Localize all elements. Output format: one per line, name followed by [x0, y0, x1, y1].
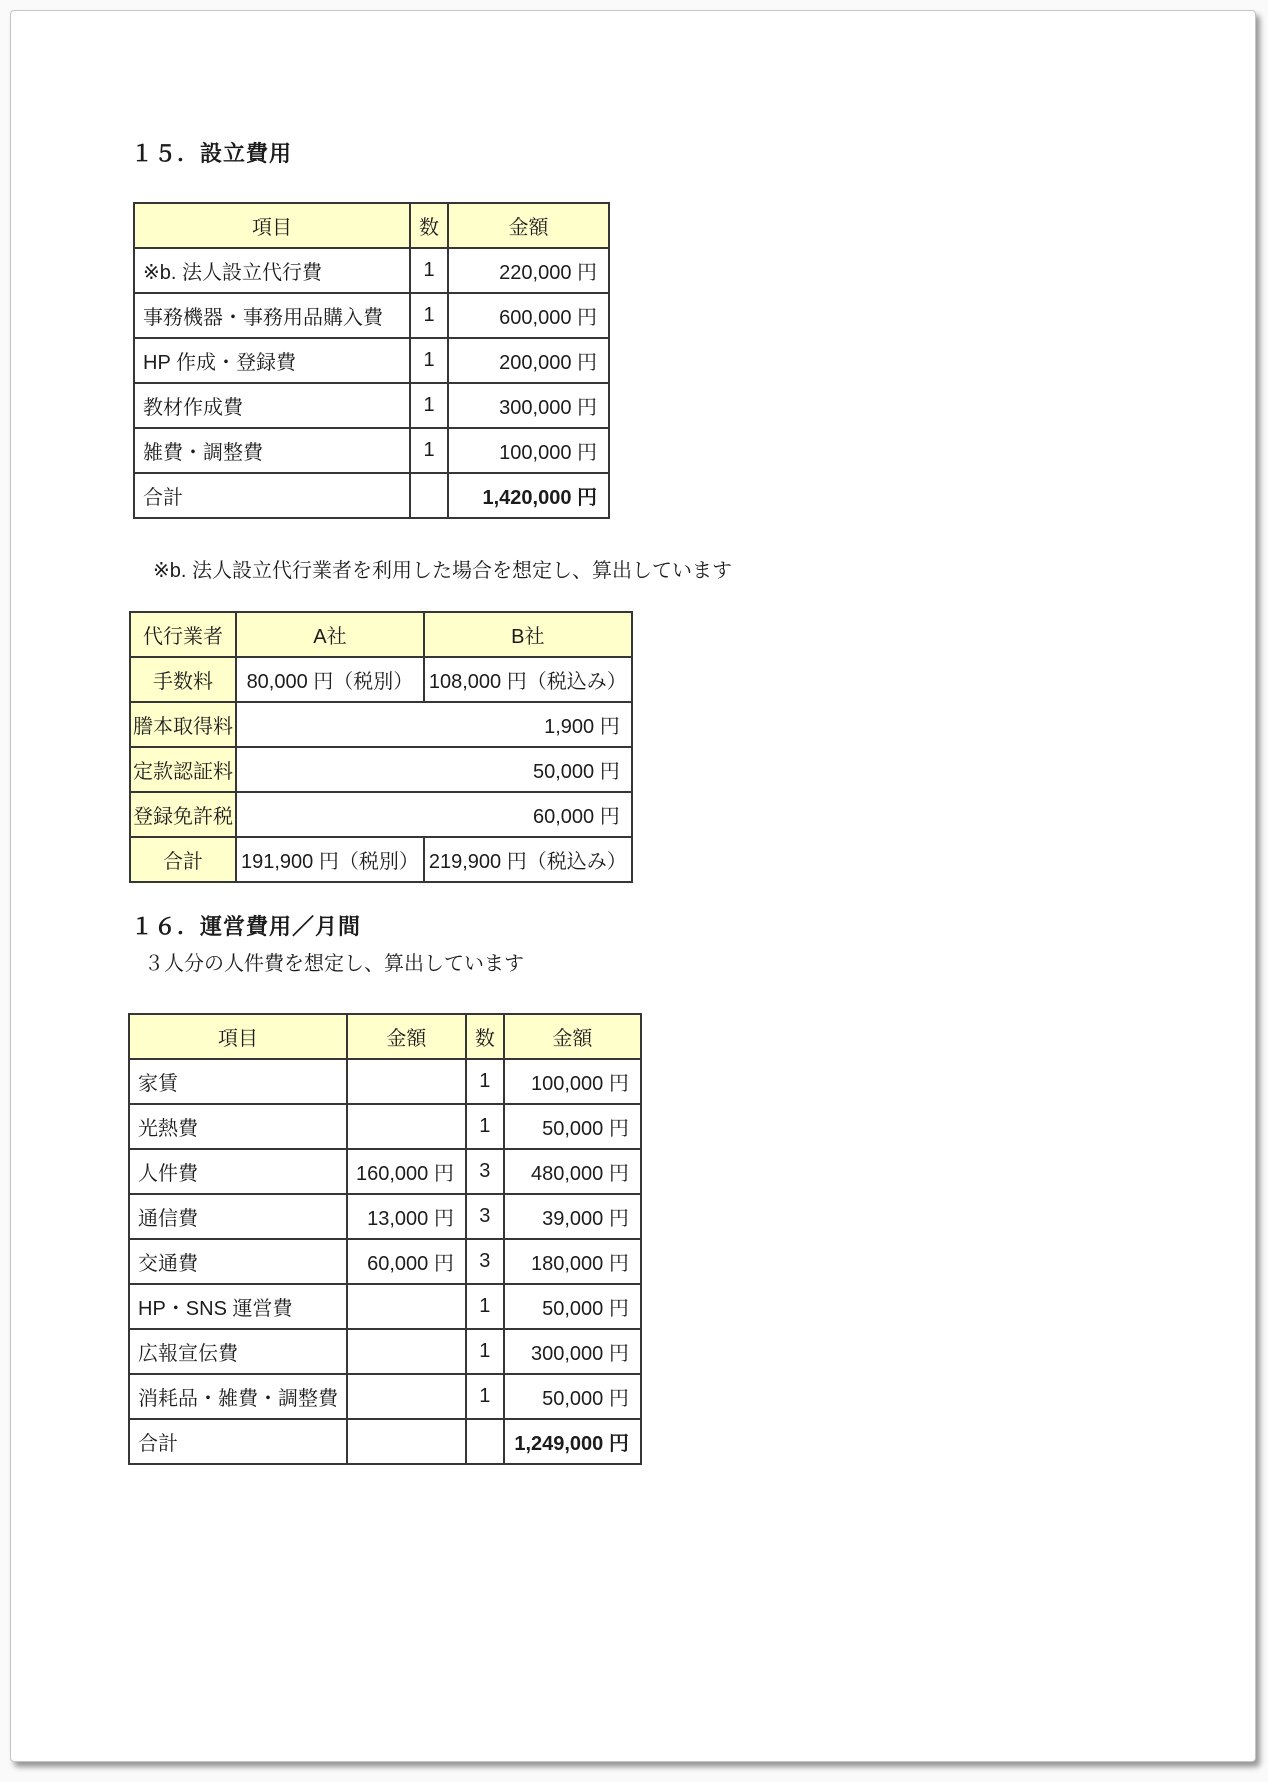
- shared-amount-cell: 50,000 円: [236, 747, 632, 792]
- setup-cost-table: [133, 202, 610, 519]
- section-16-title: １６．運営費用／月間: [131, 914, 362, 939]
- qty-cell: 3: [466, 1149, 504, 1194]
- qty-cell: 1: [410, 428, 448, 473]
- header-qty-cell: 数: [410, 203, 448, 248]
- unit-amount-cell: [347, 1329, 466, 1374]
- total-label-cell: 合計: [130, 837, 236, 882]
- amount-cell: 300,000 円: [448, 383, 609, 428]
- agency-label-cell: 定款認証料: [130, 747, 236, 792]
- agency-fee-table: [129, 611, 633, 883]
- data-row: [134, 293, 609, 338]
- unit-amount-cell: [347, 1374, 466, 1419]
- amount-cell: 600,000 円: [448, 293, 609, 338]
- amount-cell: 300,000 円: [504, 1329, 641, 1374]
- header-item-cell: 項目: [129, 1014, 347, 1059]
- header-company-a-cell: A社: [236, 612, 424, 657]
- unit-amount-cell: [347, 1284, 466, 1329]
- operating-cost-table: [128, 1013, 642, 1465]
- qty-cell: 3: [466, 1239, 504, 1284]
- data-row: [134, 248, 609, 293]
- data-row: [129, 1059, 641, 1104]
- amount-cell: 50,000 円: [504, 1104, 641, 1149]
- unit-amount-cell: [347, 1104, 466, 1149]
- amount-cell: 50,000 円: [504, 1374, 641, 1419]
- item-cell: 雑費・調整費: [134, 428, 410, 473]
- qty-cell: 1: [466, 1329, 504, 1374]
- unit-amount-cell: [347, 1059, 466, 1104]
- item-cell: 消耗品・雑費・調整費: [129, 1374, 347, 1419]
- qty-cell: 3: [466, 1194, 504, 1239]
- company-b-cell: 108,000 円（税込み）: [424, 657, 632, 702]
- data-row: [130, 657, 632, 702]
- item-cell: HP 作成・登録費: [134, 338, 410, 383]
- document-page: [10, 10, 1256, 1762]
- agency-label-cell: 謄本取得料: [130, 702, 236, 747]
- header-qty-cell: 数: [466, 1014, 504, 1059]
- data-row: [129, 1149, 641, 1194]
- amount-cell: 100,000 円: [504, 1059, 641, 1104]
- total-label-cell: 合計: [134, 473, 410, 518]
- item-cell: ※b. 法人設立代行費: [134, 248, 410, 293]
- total-row: [134, 473, 609, 518]
- header-company-b-cell: B社: [424, 612, 632, 657]
- item-cell: HP・SNS 運営費: [129, 1284, 347, 1329]
- unit-amount-cell-empty: [347, 1419, 466, 1464]
- qty-cell-empty: [466, 1419, 504, 1464]
- unit-amount-cell: 160,000 円: [347, 1149, 466, 1194]
- total-company-a-cell: 191,900 円（税別）: [236, 837, 424, 882]
- item-cell: 広報宣伝費: [129, 1329, 347, 1374]
- data-row: [129, 1194, 641, 1239]
- data-row: [130, 792, 632, 837]
- agency-label-cell: 登録免許税: [130, 792, 236, 837]
- personnel-note: ３人分の人件費を想定し、算出しています: [144, 953, 524, 975]
- section-15-title: １５．設立費用: [131, 141, 293, 166]
- total-row: [130, 837, 632, 882]
- header-item-cell: 項目: [134, 203, 410, 248]
- amount-cell: 180,000 円: [504, 1239, 641, 1284]
- data-row: [129, 1104, 641, 1149]
- qty-cell: 1: [466, 1104, 504, 1149]
- item-cell: 人件費: [129, 1149, 347, 1194]
- qty-cell: 1: [410, 383, 448, 428]
- amount-cell: 39,000 円: [504, 1194, 641, 1239]
- qty-cell: 1: [466, 1059, 504, 1104]
- item-cell: 家賃: [129, 1059, 347, 1104]
- header-amount-cell: 金額: [448, 203, 609, 248]
- total-amount-cell: 1,249,000 円: [504, 1419, 641, 1464]
- data-row: [134, 383, 609, 428]
- amount-cell: 480,000 円: [504, 1149, 641, 1194]
- shared-amount-cell: 60,000 円: [236, 792, 632, 837]
- qty-cell: 1: [410, 248, 448, 293]
- data-row: [129, 1374, 641, 1419]
- item-cell: 事務機器・事務用品購入費: [134, 293, 410, 338]
- header-unit-amount-cell: 金額: [347, 1014, 466, 1059]
- amount-cell: 200,000 円: [448, 338, 609, 383]
- item-cell: 交通費: [129, 1239, 347, 1284]
- header-amount-cell: 金額: [504, 1014, 641, 1059]
- amount-cell: 100,000 円: [448, 428, 609, 473]
- qty-cell: 1: [410, 293, 448, 338]
- data-row: [129, 1239, 641, 1284]
- item-cell: 教材作成費: [134, 383, 410, 428]
- data-row: [134, 338, 609, 383]
- data-row: [130, 747, 632, 792]
- qty-cell: 1: [466, 1374, 504, 1419]
- total-amount-cell: 1,420,000 円: [448, 473, 609, 518]
- qty-cell: 1: [410, 338, 448, 383]
- total-company-b-cell: 219,900 円（税込み）: [424, 837, 632, 882]
- header-agency-cell: 代行業者: [130, 612, 236, 657]
- data-row: [130, 702, 632, 747]
- header-row: [129, 1014, 641, 1059]
- qty-cell: 1: [466, 1284, 504, 1329]
- company-a-cell: 80,000 円（税別）: [236, 657, 424, 702]
- agency-note: ※b. 法人設立代行業者を利用した場合を想定し、算出しています: [153, 560, 732, 582]
- amount-cell: 220,000 円: [448, 248, 609, 293]
- item-cell: 通信費: [129, 1194, 347, 1239]
- data-row: [134, 428, 609, 473]
- unit-amount-cell: 13,000 円: [347, 1194, 466, 1239]
- total-row: [129, 1419, 641, 1464]
- qty-cell-empty: [410, 473, 448, 518]
- total-label-cell: 合計: [129, 1419, 347, 1464]
- amount-cell: 50,000 円: [504, 1284, 641, 1329]
- data-row: [129, 1329, 641, 1374]
- agency-label-cell: 手数料: [130, 657, 236, 702]
- data-row: [129, 1284, 641, 1329]
- header-row: [130, 612, 632, 657]
- shared-amount-cell: 1,900 円: [236, 702, 632, 747]
- unit-amount-cell: 60,000 円: [347, 1239, 466, 1284]
- item-cell: 光熱費: [129, 1104, 347, 1149]
- header-row: [134, 203, 609, 248]
